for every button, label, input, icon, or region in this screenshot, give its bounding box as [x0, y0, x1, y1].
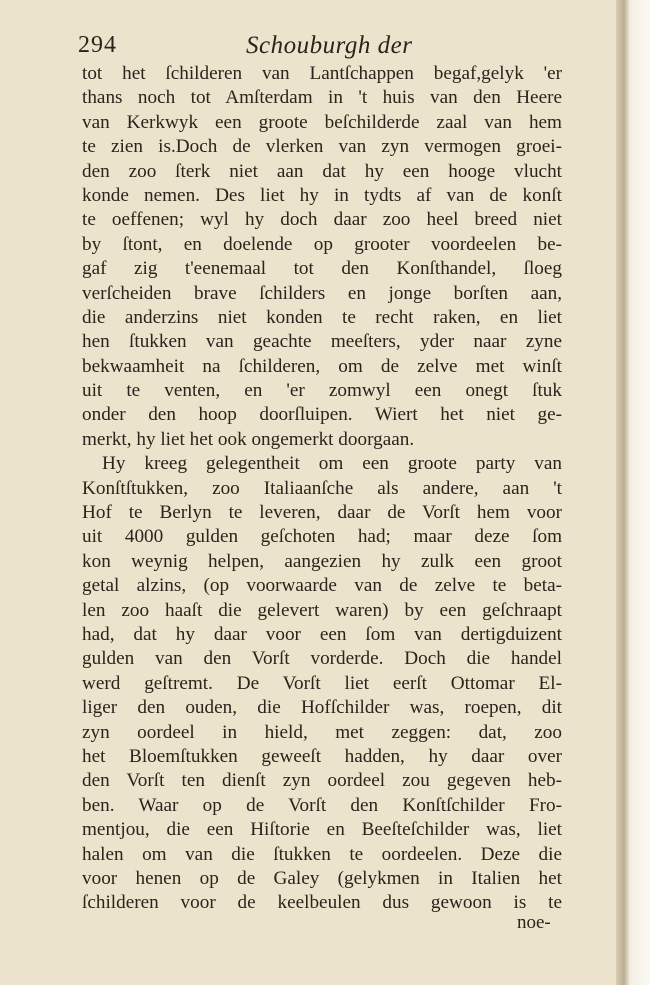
- page-header: [78, 32, 548, 62]
- text-line: Hof te Berlyn te leveren, daar de Vorſt hem voor: [82, 502, 562, 524]
- body-text: [82, 62, 562, 916]
- running-head: Schouburgh der: [246, 32, 413, 59]
- text-line: Hy kreeg gelegentheit om een groote party van: [102, 453, 562, 475]
- text-line: len zoo haaſt die gelevert waren) by een geſchraapt: [82, 599, 562, 621]
- text-line: Konſtſtukken, zoo Italiaanſche als andere, aan 't: [82, 477, 562, 499]
- text-line: merkt, hy liet het ook ongemerkt doorgaan.: [82, 428, 415, 450]
- text-line: konde nemen. Des liet hy in tydts af van de konſt: [82, 184, 562, 206]
- text-line: had, dat hy daar voor een ſom van dertigduizent: [82, 623, 562, 645]
- text-line: thans noch tot Amſterdam in 't huis van den Heere: [82, 87, 562, 109]
- text-line: voor henen op de Galey (gelykmen in Italien het: [82, 867, 562, 889]
- text-line: verſcheiden brave ſchilders en jonge borſten aan,: [82, 282, 562, 304]
- text-line: hen ſtukken van geachte meeſters, yder naar zyne: [82, 331, 562, 353]
- text-line: getal alzins, (op voorwaarde van de zelve te beta-: [82, 575, 562, 597]
- text-line: den Vorſt ten dienſt zyn oordeel zou gegeven heb-: [82, 770, 562, 792]
- page-edge: [616, 0, 650, 985]
- text-line: tot het ſchilderen van Lantſchappen begaf,gelyk 'er: [82, 63, 562, 84]
- text-line: ſchilderen voor de keelbeulen dus gewoon is te: [82, 892, 562, 914]
- text-line: halen om van die ſtukken te oordeelen. Deze die: [82, 843, 562, 865]
- page-number: 294: [78, 32, 117, 58]
- text-line: by ſtont, en doelende op grooter voordeelen be-: [82, 233, 562, 255]
- text-line: werd geſtremt. De Vorſt liet eerſt Ottomar El-: [82, 672, 562, 694]
- text-line: uit 4000 gulden geſchoten had; maar deze ſom: [82, 526, 562, 548]
- text-line: zyn oordeel in hield, met zeggen: dat, zoo: [82, 721, 562, 743]
- text-line: onder den hoop doorſluipen. Wiert het niet ge-: [82, 404, 562, 426]
- text-line: te oeffenen; wyl hy doch daar zoo heel breed niet: [82, 209, 562, 231]
- text-line: bekwaamheit na ſchilderen, om de zelve met winſt: [82, 355, 562, 377]
- text-line: gulden van den Vorſt vorderde. Doch die handel: [82, 648, 562, 670]
- text-line: van Kerkwyk een groote beſchilderde zaal van hem: [82, 111, 562, 133]
- text-line: gaf zig t'eenemaal tot den Konſthandel, ſloeg: [82, 258, 562, 280]
- text-line: liger den ouden, die Hofſchilder was, roepen, dit: [82, 697, 562, 719]
- text-line: ben. Waar op de Vorſt den Konſtſchilder Fro-: [82, 794, 562, 816]
- text-line: den zoo ſterk niet aan dat hy een hooge vlucht: [82, 160, 562, 182]
- text-line: die anderzins niet konden te recht raken, en liet: [82, 306, 562, 328]
- text-line: het Bloemſtukken geweeſt hadden, hy daar over: [82, 745, 562, 767]
- text-line: uit te venten, en 'er zomwyl een onegt ſtuk: [82, 380, 562, 402]
- text-line: kon weynig helpen, aangezien hy zulk een groot: [82, 550, 562, 572]
- text-line: mentjou, die een Hiſtorie en Beeſteſchilder was, liet: [82, 819, 562, 841]
- text-line: te zien is.Doch de vlerken van zyn vermogen groei-: [82, 136, 562, 158]
- catchword: noe-: [517, 912, 551, 933]
